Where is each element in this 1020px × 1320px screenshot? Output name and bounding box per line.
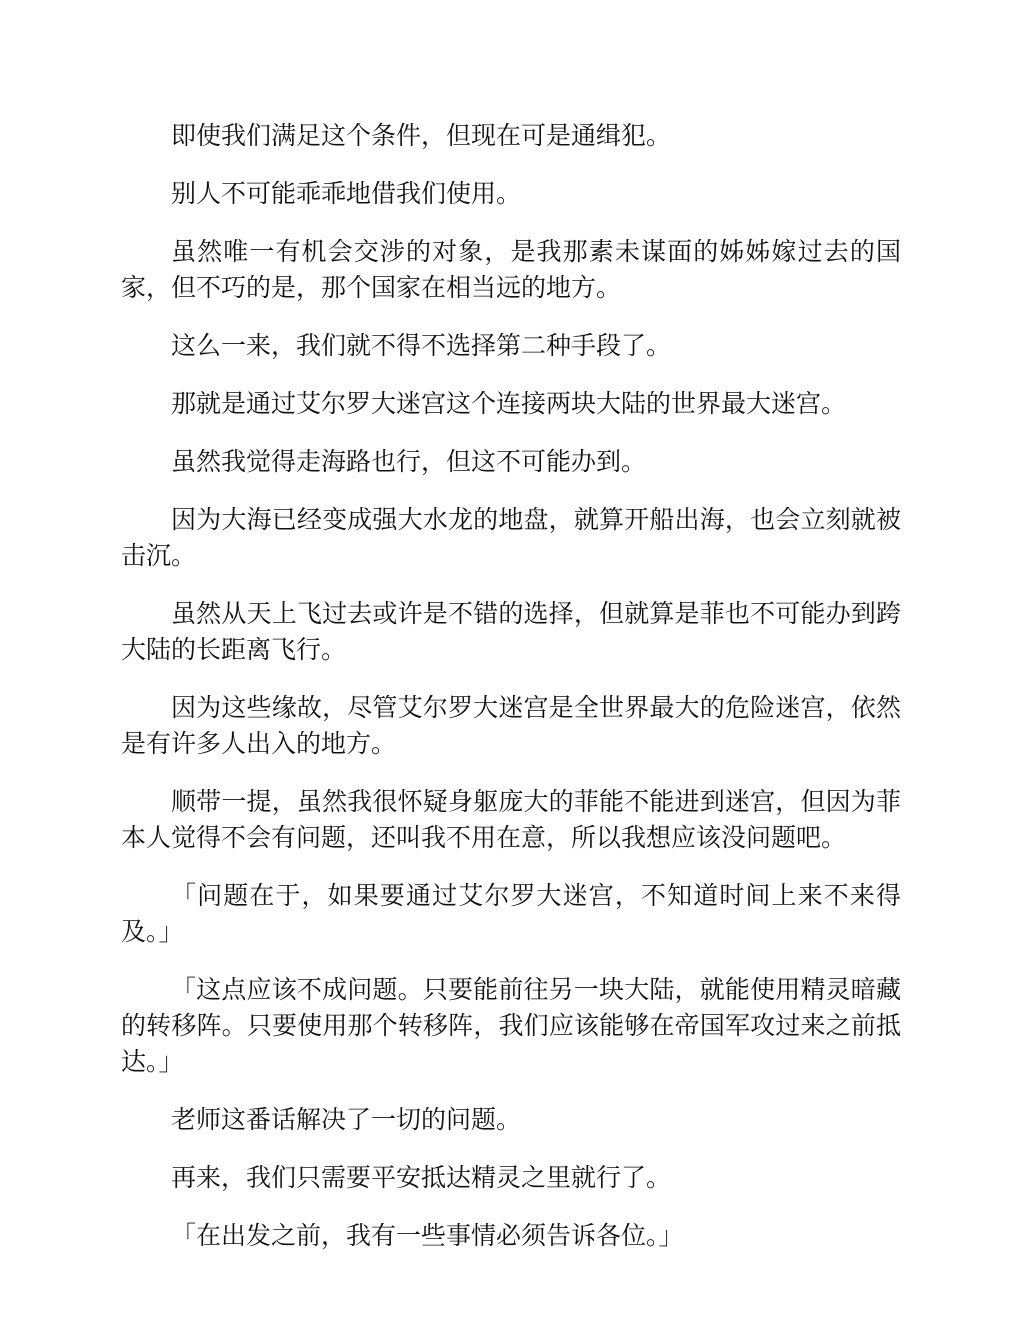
document-page xyxy=(121,118,901,1276)
paragraph: 这么一来，我们就不得不选择第二种手段了。 xyxy=(171,331,672,360)
paragraph: 再来，我们只需要平安抵达精灵之里就行了。 xyxy=(171,1163,672,1192)
paragraph: 那就是通过艾尔罗大迷宫这个连接两块大陆的世界最大迷宫。 xyxy=(171,389,847,418)
paragraph: 「问题在于，如果要通过艾尔罗大迷宫，不知道时间上来不来得及。」 xyxy=(121,881,901,946)
paragraph: 顺带一提，虽然我很怀疑身躯庞大的菲能不能进到迷宫，但因为菲本人觉得不会有问题，还叫我不用在意，所以我想应该没问题吧。 xyxy=(121,787,901,852)
paragraph: 「在出发之前，我有一些事情必须告诉各位。」 xyxy=(171,1221,684,1250)
paragraph: 虽然唯一有机会交涉的对象，是我那素未谋面的姊姊嫁过去的国家，但不巧的是，那个国家在相当远的地方。 xyxy=(121,237,901,302)
paragraph: 因为大海已经变成强大水龙的地盘，就算开船出海，也会立刻就被击沉。 xyxy=(121,505,901,570)
paragraph: 虽然从天上飞过去或许是不错的选择，但就算是菲也不可能办到跨大陆的长距离飞行。 xyxy=(121,599,901,664)
paragraph: 别人不可能乖乖地借我们使用。 xyxy=(171,179,522,208)
paragraph: 虽然我觉得走海路也行，但这不可能办到。 xyxy=(171,447,647,476)
paragraph: 因为这些缘故，尽管艾尔罗大迷宫是全世界最大的危险迷宫，依然是有许多人出入的地方。 xyxy=(121,693,901,758)
paragraph: 老师这番话解决了一切的问题。 xyxy=(171,1105,522,1134)
paragraph: 即使我们满足这个条件，但现在可是通缉犯。 xyxy=(171,121,672,150)
paragraph: 「这点应该不成问题。只要能前往另一块大陆，就能使用精灵暗藏的转移阵。只要使用那个转移阵，我们应该能够在帝国军攻过来之前抵达。」 xyxy=(121,975,901,1076)
